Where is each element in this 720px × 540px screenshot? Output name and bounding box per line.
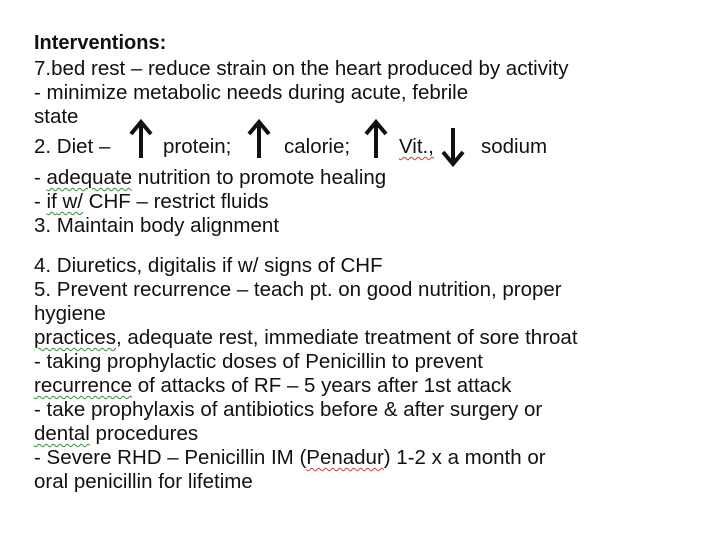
- line-oral-penicillin: oral penicillin for lifetime: [34, 470, 253, 493]
- line-dental-procedures: dental procedures: [34, 422, 199, 445]
- diet-protein: protein;: [163, 135, 232, 158]
- diet-calorie: calorie;: [284, 135, 351, 158]
- line-hygiene: hygiene: [34, 302, 106, 325]
- up-arrow-icon: [246, 118, 272, 160]
- line-state: state: [34, 105, 79, 128]
- up-arrow-icon: [363, 118, 389, 160]
- line-recurrence-attacks: recurrence of attacks of RF – 5 years after 1st attack: [34, 374, 512, 397]
- line-practices: practices, adequate rest, immediate treatment of sore throat: [34, 326, 578, 349]
- line-body-alignment: 3. Maintain body alignment: [34, 214, 280, 237]
- line-severe-rhd: - Severe RHD – Penicillin IM (Penadur) 1-2 x a month or: [34, 446, 546, 469]
- line-metabolic-needs: - minimize metabolic needs during acute, febrile: [34, 81, 469, 104]
- line-bed-rest: 7.bed rest – reduce strain on the heart produced by activity: [34, 57, 569, 80]
- line-chf-restrict: - if w/ CHF – restrict fluids: [34, 190, 269, 213]
- line-adequate-nutrition: - adequate nutrition to promote healing: [34, 166, 387, 189]
- up-arrow-icon: [128, 118, 154, 160]
- diet-vit: Vit.,: [399, 135, 434, 158]
- heading: Interventions:: [34, 32, 167, 54]
- line-prophylactic-doses: - taking prophylactic doses of Penicillin to prevent: [34, 350, 483, 373]
- line-diuretics: 4. Diuretics, digitalis if w/ signs of CHF: [34, 254, 383, 277]
- diet-number: 2. Diet –: [34, 135, 111, 158]
- line-prevent-recurrence: 5. Prevent recurrence – teach pt. on good nutrition, proper: [34, 278, 562, 301]
- down-arrow-icon: [440, 126, 466, 170]
- line-prophylaxis-antibiotics: - take prophylaxis of antibiotics before & after surgery or: [34, 398, 543, 421]
- diet-sodium: sodium: [481, 135, 548, 158]
